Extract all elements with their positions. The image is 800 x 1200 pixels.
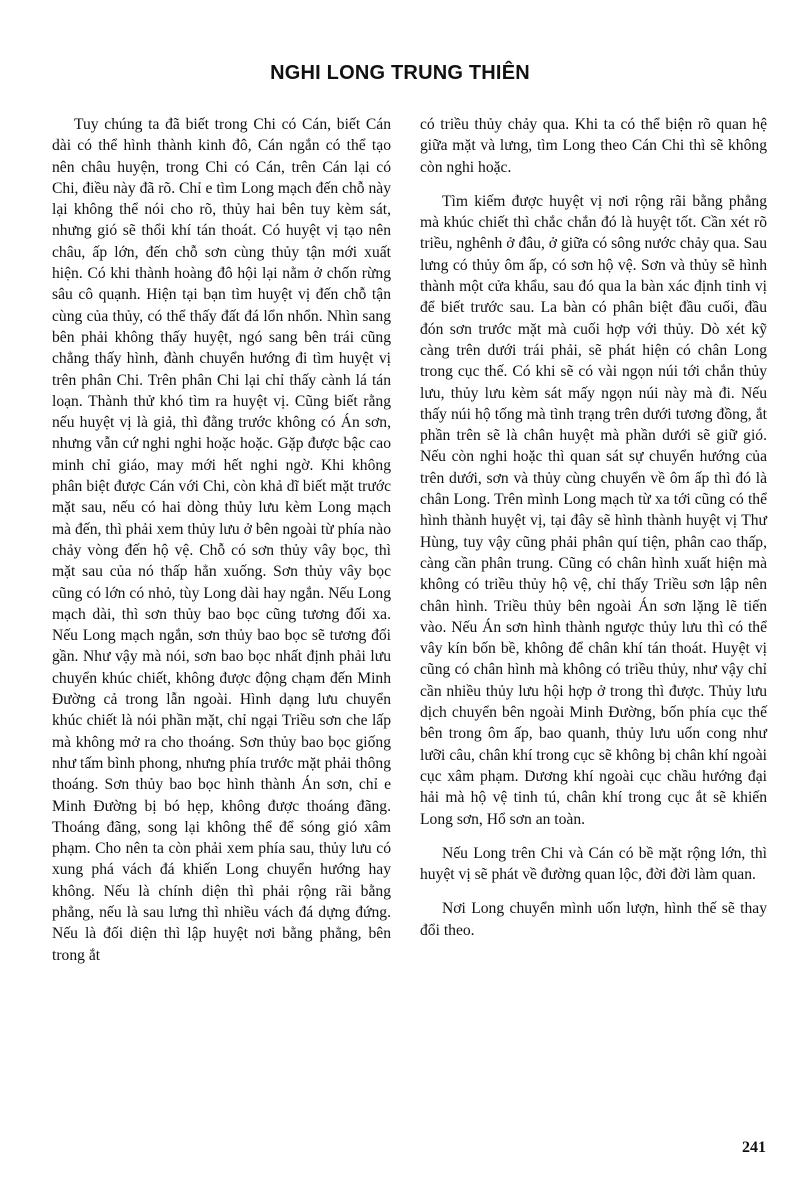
paragraph: Nơi Long chuyển mình uốn lượn, hình thế sẽ thay đổi theo. bbox=[420, 900, 767, 939]
paragraph: Nếu Long trên Chi và Cán có bề mặt rộng lớn, thì huyệt vị sẽ phát về đường quan lộc, đời đời làm quan. bbox=[420, 844, 767, 884]
left-column bbox=[52, 114, 391, 979]
right-column bbox=[420, 114, 767, 954]
paragraph: Tuy chúng ta đã biết trong Chi có Cán, biết Cán dài có thể hình thành kinh đô, Cán ngắn có thể tạo nên châu huyện, trong Chi có Cán, trên Cán lại có Chi, điều này đã rõ. Chỉ e tìm Long mạch đến chỗ này lại không thể nói cho rõ, thủy hai bên tuy kèm sát, nhưng gió sẽ thổi khí tán thoát. Có huyệt vị tạo nên châu, ấp lớn, đến chỗ sơn cùng thủy tận mới xuất hiện. Có khi thành hoàng đô hội lại nằm ở chốn rừng sâu cô quạnh. Hiện tại bạn tìm huyệt vị đến chỗ tận cùng của thủy, có thể thấy đất đá lổn nhổn. Nhìn sang bên phải không thấy huyệt, ngó sang bên trái cũng chẳng thấy hình, đành chuyển hướng đi tìm huyệt vị trên phân Chi. Trên phân Chi lại chỉ thấy cành lá tán loạn. Thành thử khó tìm ra huyệt vị. Cũng biết rằng nếu huyệt vị là giả, thì đằng trước không có Án sơn, nhưng vẫn cứ nghi nghi hoặc hoặc. Gặp được bậc cao minh chỉ giáo, may mới hết nghi ngờ. Khi không phân biệt được Cán với Chi, còn khả dĩ biết mặt trước mặt sau, nếu có hai dòng thủy lưu kèm Long mạch mà đến, thì phải xem thủy lưu ở bên ngoài từ phía nào chảy vòng đến hộ vệ. Chỗ có sơn thủy vây bọc, thì mặt sau của nó thấp hẳn xuống. Sơn thủy vây bọc cũng có lớn có nhỏ, tùy Long dài hay ngắn. Nếu Long mạch dài, thì sơn thủy bao bọc cũng tương đối xa. Nếu Long mạch ngắn, sơn thủy bao bọc sẽ tương đối gần. Như vậy mà nói, sơn bao bọc nhất định phải lưu chuyển khúc chiết, không được động chạm đến Minh Đường cả trong lẫn ngoài. Hình dạng lưu chuyển khúc chiết là nói phần mặt, chỉ ngại Triều sơn che lấp mà không mở ra cho thoáng. Sơn thủy bao bọc giống như tấm bình phong, nhưng phía trước mặt phải thông thoáng. Sơn thủy bao bọc hình thành Án sơn, chỉ e Minh Đường bị bó hẹp, không được thoáng đãng. Thoáng đãng, song lại không thể để sóng gió xâm phạm. Cho nên ta còn phải xem phía sau, thủy lưu có xung phá vách đá khiến Long chuyển hướng hay không. Nếu là chính diện thì phải rộng rãi bằng phẳng, nếu là sau lưng thì nhiều vách đá dựng đứng. Nếu là đối diện thì lập huyệt nơi bằng phẳng, bên trong ắt bbox=[52, 116, 391, 964]
paragraph: Tìm kiếm được huyệt vị nơi rộng rãi bằng phẳng mà khúc chiết thì chắc chắn đó là huyệt tốt. Cần xét rõ triều, nghênh ở đâu, ở giữa có sông nước chảy qua. Sau lưng có thủy ôm ấp, có sơn hộ vệ. Sơn và thủy sẽ hình thành một cửa khẩu, sau đó qua la bàn xác định tinh vị để biết trước sau. La bàn có phân biệt đầu cuối, đầu đón sơn trước mặt mà cuối hợp với thủy. Dò xét kỹ càng trên dưới trái phải, sẽ phát hiện có chân Long trong cục thế. Có khi sẽ có vài ngọn núi tới chắn thủy lưu, thủy lưu kèm sát mấy ngọn núi này mà đi. Nếu thấy núi hộ tống mà tình trạng trên dưới tương đồng, ắt phần trên sẽ là chân huyệt mà phần dưới sẽ giữ gió. Nếu còn nghi hoặc thì quan sát sự chuyển hướng của trên dưới, sơn và thủy cùng chuyển về ôm ấp thì đó là chân Long. Trên mình Long mạch từ xa tới cũng có thể hình thành huyệt vị, tại đây sẽ hình thành huyệt vị Thư Hùng, tuy vậy cũng phải phân quí tiện, phân cao thấp, càng cần phân trung. Cũng có chân hình xuất hiện mà không có triều thủy hộ vệ, chỉ thấy Triều sơn lập nên chân hình. Triều thủy bên ngoài Án sơn lặng lẽ tiến vào. Nếu Án sơn hình thành ngược thủy lưu thì có thể vây kín bốn bề, không để chân khí tán thoát. Huyệt vị cũng có chân hình mà không có triều thủy, như vậy chỉ cần nhiều thủy lưu hội hợp ở trong thì được. Thủy lưu dịch chuyển bên ngoài Minh Đường, bốn phía cục thế bên trong ôm ấp, bao quanh, thủy lưu uốn cong như lưỡi câu, chân khí trong cục sẽ không bị chân khí ngoài cục xâm phạm. Dương khí ngoài cục chầu hướng đại hải mà hộ vệ tinh tú, chân khí trong cục ắt sẽ khiến Long sơn, Hổ sơn an toàn. bbox=[420, 192, 767, 828]
paragraph-continuation: có triều thủy chảy qua. Khi ta có thể biện rõ quan hệ giữa mặt và lưng, tìm Long theo Cán Chi thì sẽ không còn nghi hoặc. bbox=[420, 116, 767, 176]
page-title: NGHI LONG TRUNG THIÊN bbox=[270, 62, 530, 84]
page-number: 241 bbox=[742, 1139, 766, 1156]
